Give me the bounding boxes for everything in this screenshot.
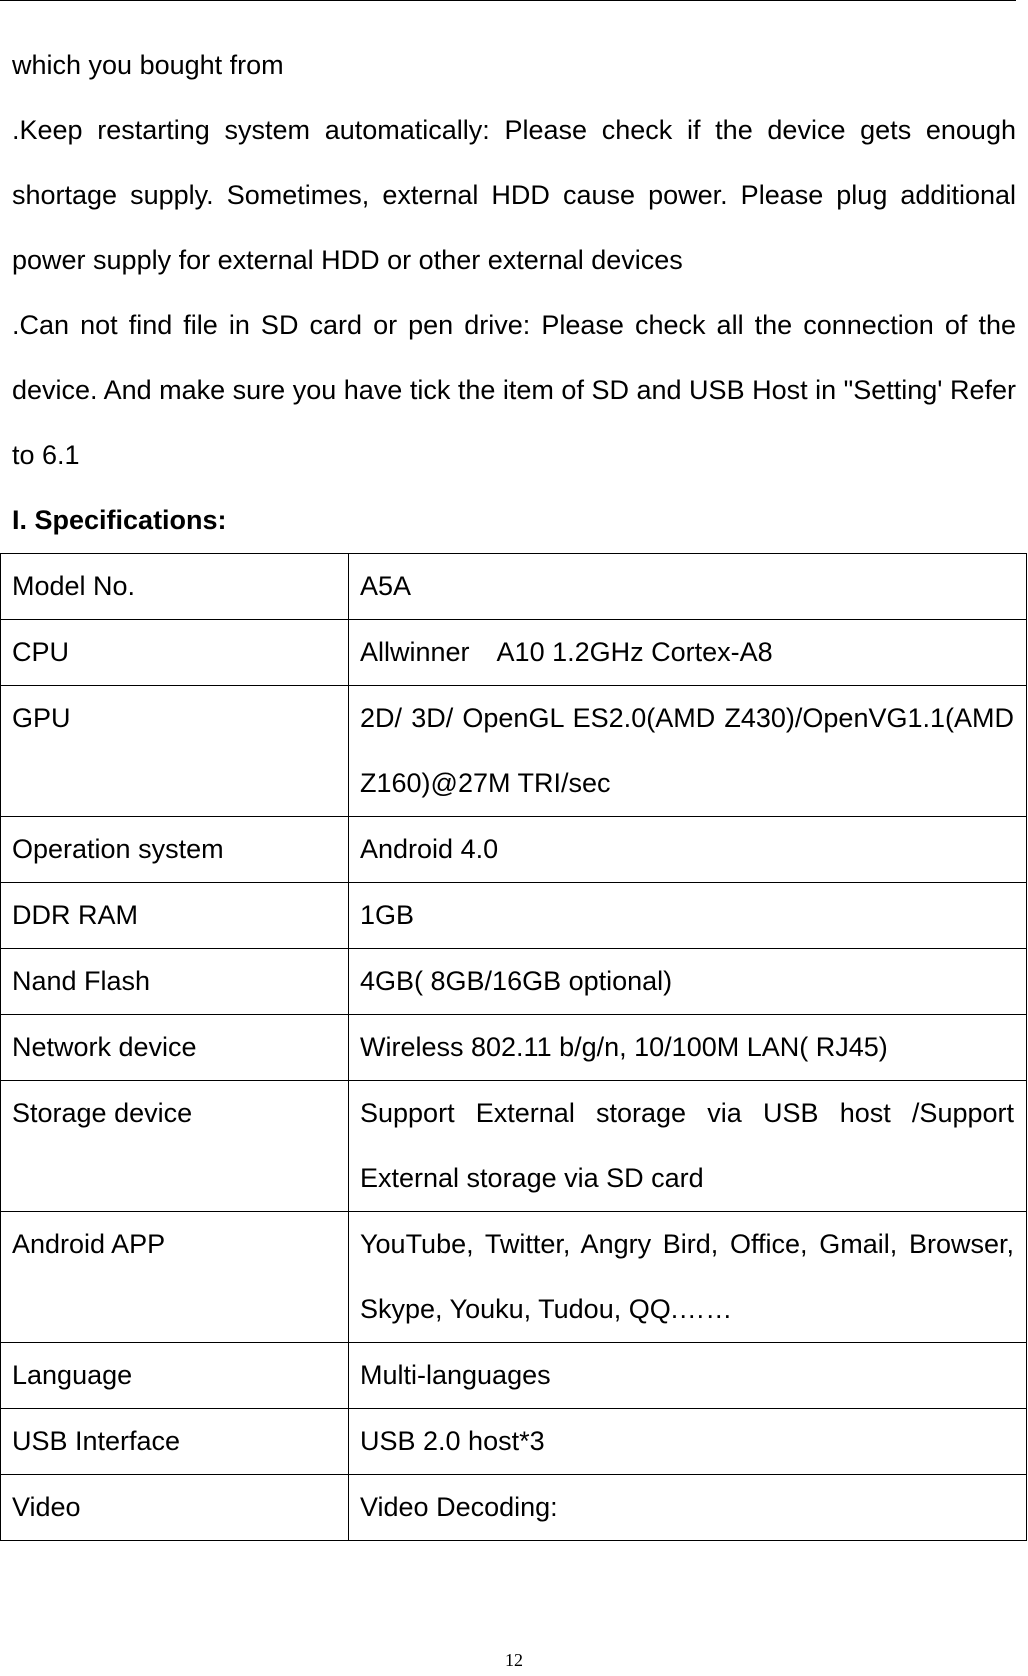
table-row bbox=[1, 1343, 1027, 1409]
spec-label: Model No. bbox=[1, 554, 349, 620]
spec-value: Support External storage via USB host /Support External storage via SD card bbox=[349, 1081, 1027, 1212]
table-row bbox=[1, 949, 1027, 1015]
spec-value: 2D/ 3D/ OpenGL ES2.0(AMD Z430)/OpenVG1.1(AMD Z160)@27M TRI/sec bbox=[349, 686, 1027, 817]
spec-label: Storage device bbox=[1, 1081, 349, 1212]
spec-value: USB 2.0 host*3 bbox=[349, 1409, 1027, 1475]
paragraph-file-issue: .Can not find file in SD card or pen drive: Please check all the connection of the device. And make sure you have tick the item of SD and USB Host in "Setting' Refer to 6.1 bbox=[12, 310, 1016, 470]
body-text bbox=[12, 33, 1016, 553]
spec-label: GPU bbox=[1, 686, 349, 817]
paragraph-restart-issue: .Keep restarting system automatically: Please check if the device gets enough shortage supply. Sometimes, external HDD cause power. Please plug additional power supply for external HDD or other external devices bbox=[12, 115, 1016, 275]
table-row bbox=[1, 883, 1027, 949]
specifications-table bbox=[0, 553, 1027, 1541]
table-row bbox=[1, 1409, 1027, 1475]
spec-label: USB Interface bbox=[1, 1409, 349, 1475]
table-row bbox=[1, 1015, 1027, 1081]
table-row bbox=[1, 1081, 1027, 1212]
spec-label: CPU bbox=[1, 620, 349, 686]
spec-label: Language bbox=[1, 1343, 349, 1409]
spec-value: Wireless 802.11 b/g/n, 10/100M LAN( RJ45) bbox=[349, 1015, 1027, 1081]
table-row bbox=[1, 1212, 1027, 1343]
table-row bbox=[1, 686, 1027, 817]
spec-value: 4GB( 8GB/16GB optional) bbox=[349, 949, 1027, 1015]
spec-label: Network device bbox=[1, 1015, 349, 1081]
spec-value: Allwinner A10 1.2GHz Cortex-A8 bbox=[349, 620, 1027, 686]
spec-label: Operation system bbox=[1, 817, 349, 883]
spec-label: DDR RAM bbox=[1, 883, 349, 949]
spec-value: YouTube, Twitter, Angry Bird, Office, Gmail, Browser, Skype, Youku, Tudou, QQ.…… bbox=[349, 1212, 1027, 1343]
header-rule bbox=[0, 0, 1016, 1]
spec-value: Android 4.0 bbox=[349, 817, 1027, 883]
spec-value: 1GB bbox=[349, 883, 1027, 949]
table-row bbox=[1, 1475, 1027, 1541]
table-row bbox=[1, 817, 1027, 883]
table-row bbox=[1, 554, 1027, 620]
spec-value: A5A bbox=[349, 554, 1027, 620]
paragraph-intro: which you bought from bbox=[12, 50, 284, 80]
spec-label: Nand Flash bbox=[1, 949, 349, 1015]
spec-value: Multi-languages bbox=[349, 1343, 1027, 1409]
spec-value: Video Decoding: bbox=[349, 1475, 1027, 1541]
spec-label: Android APP bbox=[1, 1212, 349, 1343]
table-row bbox=[1, 620, 1027, 686]
spec-label: Video bbox=[1, 1475, 349, 1541]
page-number: 12 bbox=[505, 1650, 523, 1670]
section-heading: I. Specifications: bbox=[12, 505, 227, 535]
